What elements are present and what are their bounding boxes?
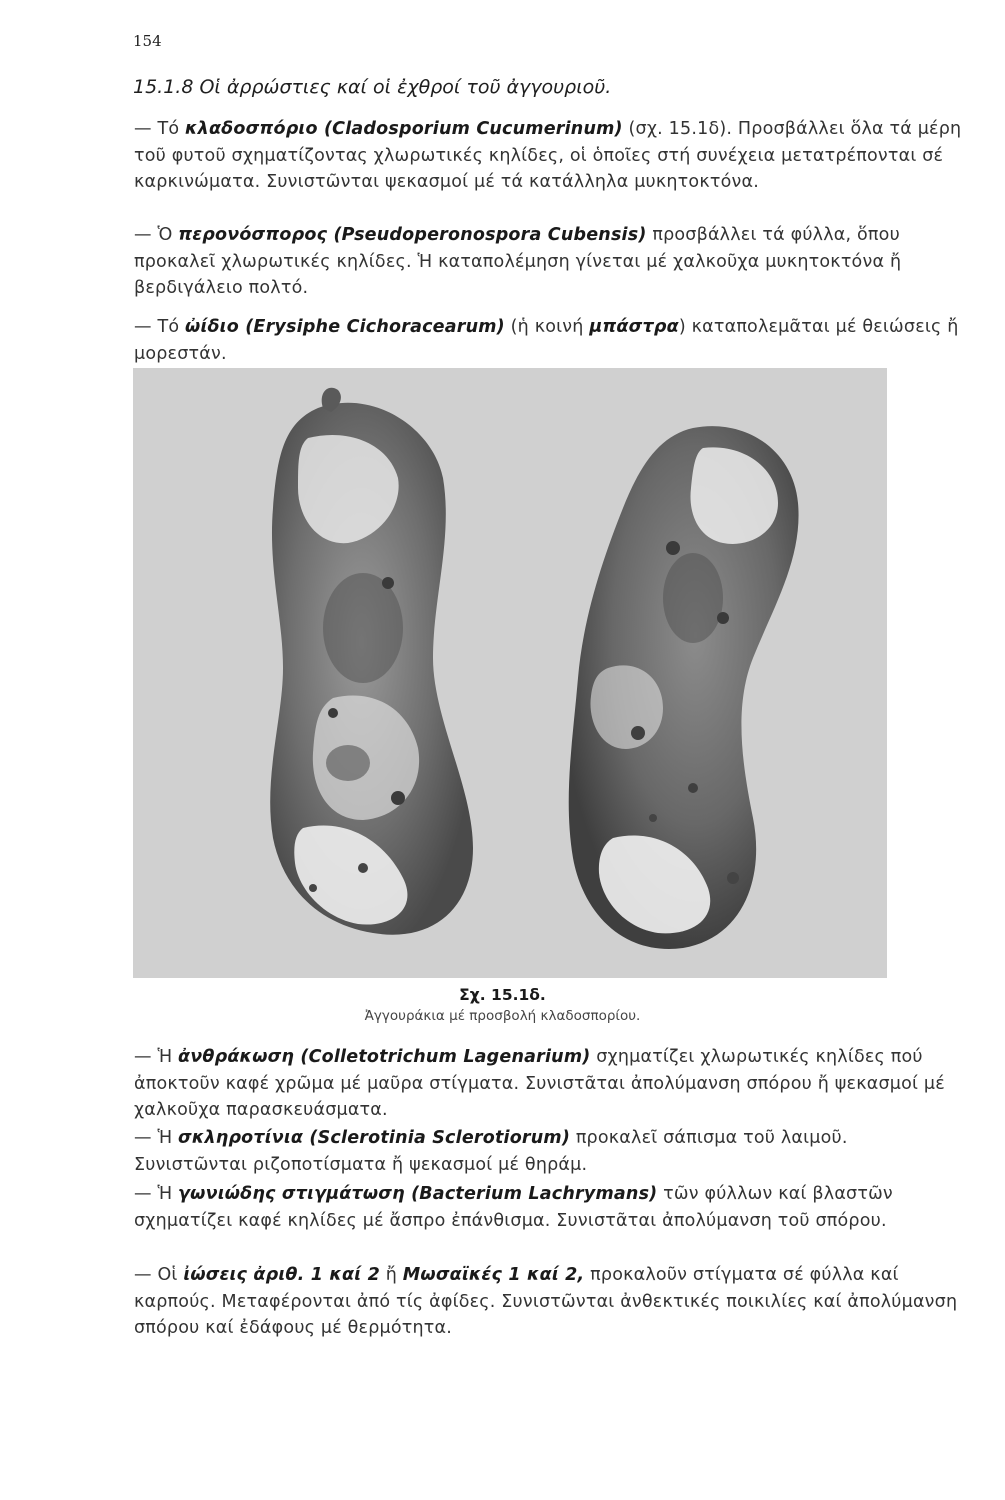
term-cladosporium: κλαδοσπόριο (Cladosporium Cucumerinum): [185, 119, 623, 139]
paragraph-anthracnose: — Ἡ ἀνθράκωση (Colletotrichum Lagenarium) σχηματίζει χλωρωτικές κηλίδες πού ἀποκτοῦν καφέ χρῶμα μέ μαῦρα στίγματα. Συνιστᾶται ἀπολύμανση σπόρου ἤ ψεκασμοί μέ χαλκοῦχα παρασκευάσματα.: [134, 1047, 945, 1120]
term-sclerotinia: σκληροτίνια (Sclerotinia Sclerotiorum): [178, 1128, 571, 1148]
figure-number: Σχ. 15.1δ.: [459, 986, 546, 1004]
paragraph-peronospora: — Ὁ περονόσπορος (Pseudoperonospora Cubensis) προσβάλλει τά φύλλα, ὅπου προκαλεῖ χλωρωτικές κηλίδες. Ἡ καταπολέμηση γίνεται μέ χαλκοῦχα μυκητοκτόνα ἤ βερδιγάλειο πολτό.: [134, 225, 902, 298]
term-oidium: ὠίδιο (Erysiphe Cichoracearum): [185, 317, 505, 337]
paragraph-sclerotinia: — Ἡ σκληροτίνια (Sclerotinia Sclerotiorum) προκαλεῖ σάπισμα τοῦ λαιμοῦ. Συνιστῶνται ριζοποτίσματα ἤ ψεκασμοί μέ θηράμ.: [134, 1128, 848, 1175]
term-mosaic: Μωσαϊκές 1 καί 2,: [402, 1265, 585, 1285]
figure-cucumbers-photo: [133, 368, 887, 978]
term-bastra: μπάστρα: [589, 317, 679, 337]
cucumbers-illustration: [133, 368, 887, 978]
figure-caption: Ἀγγουράκια μέ προσβολή κλαδοσπορίου.: [364, 1008, 641, 1024]
paragraph-oidium: — Τό ὠίδιο (Erysiphe Cichoracearum) (ἡ κοινή μπάστρα) καταπολεμᾶται μέ θειώσεις ἤ μορεστάν.: [134, 317, 959, 364]
term-peronospora: περονόσπορος (Pseudoperonospora Cubensis): [178, 225, 647, 245]
page-number: 154: [133, 32, 162, 50]
term-anthracnose: ἀνθράκωση (Colletotrichum Lagenarium): [178, 1047, 591, 1067]
paragraph-cladosporium: — Τό κλαδοσπόριο (Cladosporium Cucumerinum) (σχ. 15.1δ). Προσβάλλει ὅλα τά μέρη τοῦ φυτοῦ σχηματίζοντας χλωρωτικές κηλίδες, οἱ ὁποῖες στή συνέχεια μετατρέπονται σέ καρκινώματα. Συνιστῶνται ψεκασμοί μέ τά κατάλληλα μυκητοκτόνα.: [134, 119, 962, 192]
section-title: 15.1.8 Οἱ ἀρρώστιες καί οἱ ἐχθροί τοῦ ἀγγουριοῦ.: [133, 76, 612, 98]
term-angular-leaf-spot: γωνιώδης στιγμάτωση (Bacterium Lachrymans): [178, 1184, 658, 1204]
paragraph-angular-leaf-spot: — Ἡ γωνιώδης στιγμάτωση (Bacterium Lachrymans) τῶν φύλλων καί βλαστῶν σχηματίζει καφέ κηλίδες μέ ἄσπρο ἐπάνθισμα. Συνιστᾶται ἀπολύμανση τοῦ σπόρου.: [134, 1184, 893, 1231]
paragraph-viruses: — Οἱ ἰώσεις ἀριθ. 1 καί 2 ἤ Μωσαϊκές 1 καί 2, προκαλοῦν στίγματα σέ φύλλα καί καρπούς. Μεταφέρονται ἀπό τίς ἀφίδες. Συνιστῶνται ἀνθεκτικές ποικιλίες καί ἀπολύμανση σπόρου καί ἐδάφους μέ θερμότητα.: [134, 1265, 958, 1338]
term-viruses: ἰώσεις ἀριθ. 1 καί 2: [183, 1265, 380, 1285]
